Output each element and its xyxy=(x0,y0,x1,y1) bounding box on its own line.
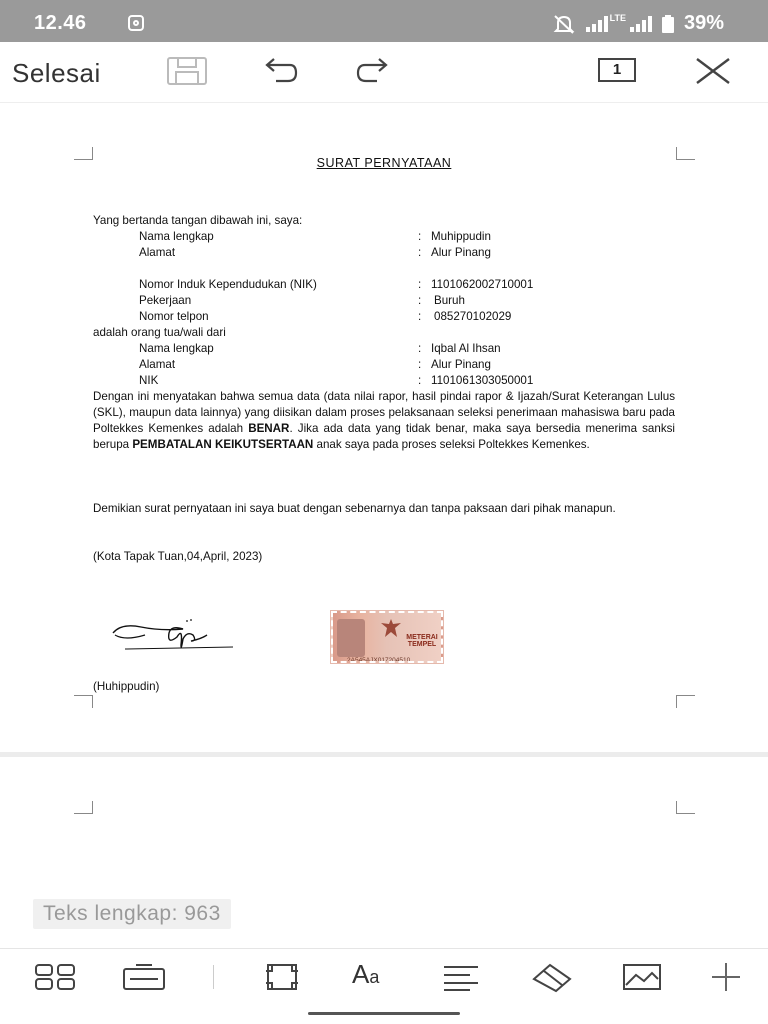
crop-icon[interactable] xyxy=(264,963,300,991)
margin-mark xyxy=(676,695,695,708)
field-label: Alamat xyxy=(139,246,176,259)
field-label: Nama lengkap xyxy=(139,342,214,355)
place-date: (Kota Tapak Tuan,04,April, 2023) xyxy=(93,550,263,563)
field-label: NIK xyxy=(139,374,159,387)
field-colon: : xyxy=(418,310,422,323)
field-label: Nomor Induk Kependudukan (NIK) xyxy=(139,278,317,291)
document-title: SURAT PERNYATAAN xyxy=(316,156,452,170)
stamp-value-mark xyxy=(337,619,365,657)
signal-icon xyxy=(586,16,608,32)
layout-icon[interactable] xyxy=(34,963,76,991)
meterai-stamp xyxy=(331,611,443,663)
done-button[interactable]: Selesai xyxy=(12,58,101,88)
home-indicator[interactable] xyxy=(308,1012,460,1015)
field-value: Alur Pinang xyxy=(431,246,491,259)
signature-image xyxy=(111,615,237,655)
field-value: Muhippudin xyxy=(431,230,491,243)
signal-icon-2 xyxy=(630,16,652,32)
margin-mark xyxy=(74,801,93,814)
signer-name: (Huhippudin) xyxy=(93,680,160,693)
intro-line: Yang bertanda tangan dibawah ini, saya: xyxy=(93,214,303,227)
field-label: Alamat xyxy=(139,358,176,371)
stamp-label: METERAI TEMPEL xyxy=(406,634,438,648)
field-colon: : xyxy=(418,342,422,355)
statement-paragraph: Dengan ini menyatakan bahwa semua data (data nilai rapor, hasil pindai rapor & Ijazah/Surat Keterangan Lulus (SKL), maupun data lainnya) yang diisikan dalam proses pelaksanaan seleksi penerimaan mahasiswa baru pada Poltekkes Kemenkes adalah BENAR. Jika ada data yang tidak benar, maka saya bersedia menerima sanksi berupa PEMBATALAN KEIKUTSERTAAN anak saya pada proses seleksi Poltekkes Kemenkes. xyxy=(93,390,675,451)
field-label: Nomor telpon xyxy=(139,310,209,323)
field-colon: : xyxy=(418,374,422,387)
status-indicators xyxy=(552,12,724,35)
field-colon: : xyxy=(418,246,422,259)
format-toolbar xyxy=(0,948,768,1005)
eraser-icon[interactable] xyxy=(532,963,572,993)
image-icon[interactable] xyxy=(622,963,662,991)
save-icon[interactable] xyxy=(166,56,208,86)
guardian-line: adalah orang tua/wali dari xyxy=(93,326,226,339)
margin-mark xyxy=(676,147,695,160)
undo-icon[interactable] xyxy=(262,56,298,86)
field-colon: : xyxy=(418,278,422,291)
mute-icon xyxy=(552,14,576,34)
field-label: Nama lengkap xyxy=(139,230,214,243)
toolbar-divider xyxy=(213,965,214,989)
close-icon[interactable] xyxy=(694,56,732,86)
add-icon[interactable] xyxy=(710,963,742,991)
align-icon[interactable] xyxy=(442,963,480,991)
keyboard-icon[interactable] xyxy=(122,963,166,991)
network-type: LTE xyxy=(609,12,626,23)
margin-mark xyxy=(676,801,695,814)
garuda-emblem-icon xyxy=(379,617,403,639)
redo-icon[interactable] xyxy=(355,56,391,86)
field-value: Alur Pinang xyxy=(431,358,491,371)
battery-level: 39% xyxy=(683,12,724,34)
field-colon: : xyxy=(418,294,422,307)
field-value: Buruh xyxy=(434,294,465,307)
stamp-serial: 2A545AJX017204510 xyxy=(347,657,411,663)
field-value: 1101062002710001 xyxy=(431,278,534,291)
font-icon[interactable]: Aa xyxy=(352,959,380,989)
margin-mark xyxy=(74,147,93,160)
battery-icon xyxy=(662,15,674,33)
page-count-icon[interactable]: 1 xyxy=(598,58,636,82)
field-colon: : xyxy=(418,358,422,371)
status-time: 12.46 xyxy=(34,12,87,34)
document-page xyxy=(0,103,768,753)
closing-paragraph: Demikian surat pernyataan ini saya buat dengan sebenarnya dan tanpa paksaan dari pihak manapun. xyxy=(93,502,616,515)
field-value: 085270102029 xyxy=(434,310,512,323)
instagram-icon xyxy=(128,15,144,31)
status-bar xyxy=(0,0,768,42)
field-value: 1101061303050001 xyxy=(431,374,534,387)
field-label: Pekerjaan xyxy=(139,294,192,307)
editor-toolbar xyxy=(0,42,768,103)
character-count: Teks lengkap: 963 xyxy=(33,899,231,929)
margin-mark xyxy=(74,695,93,708)
field-colon: : xyxy=(418,230,422,243)
field-value: Iqbal Al Ihsan xyxy=(431,342,501,355)
